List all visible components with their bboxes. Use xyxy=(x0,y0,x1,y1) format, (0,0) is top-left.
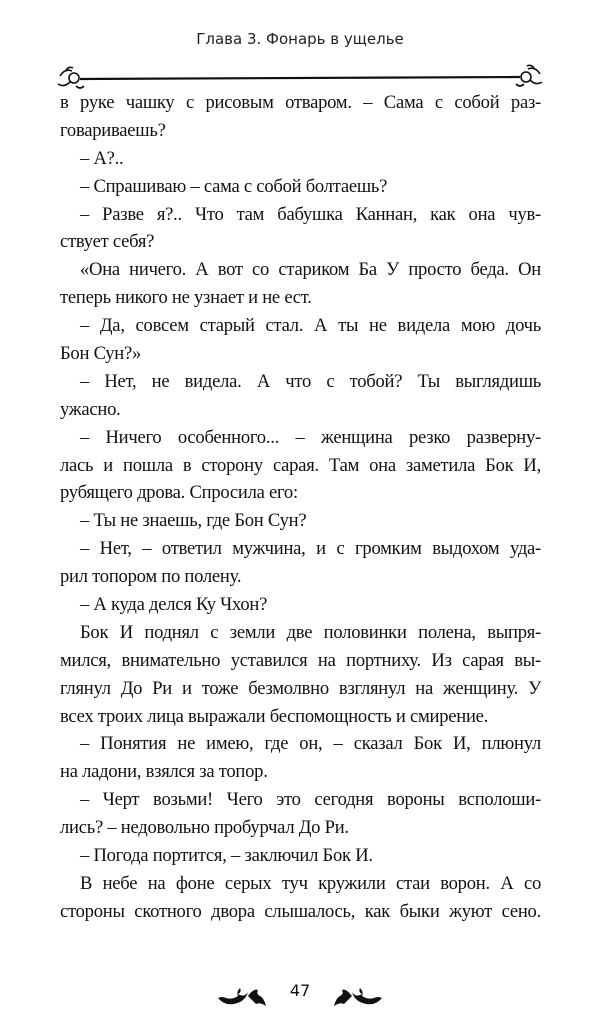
text-line: – Спрашиваю – сама с собой болтаешь? xyxy=(80,175,388,197)
text-line: – Нет, – ответил мужчина, и с громким выдохом уда- xyxy=(80,538,541,560)
page-footer xyxy=(0,978,600,1012)
text-line: в руке чашку с рисовым отваром. – Сама с собой раз- xyxy=(60,92,541,113)
text-line: – Да, совсем старый стал. А ты не видела мою дочь xyxy=(80,315,541,337)
text-line: лись? – недовольно пробурчал До Ри. xyxy=(60,817,349,839)
text-line: ствует себя? xyxy=(60,231,155,253)
text-line: Бон Сун?» xyxy=(60,343,142,365)
body-text xyxy=(60,89,541,926)
text-line: – А куда делся Ку Чхон? xyxy=(80,594,268,616)
text-line: – Ничего особенного... – женщина резко разверну- xyxy=(80,426,541,448)
text-line: – Погода портится, – заключил Бок И. xyxy=(80,845,373,867)
flourish-right-icon xyxy=(516,65,542,86)
running-header: Глава 3. Фонарь в ущелье xyxy=(196,30,404,48)
text-line: теперь никого не узнает и не ест. xyxy=(60,287,312,309)
text-line: ужасно. xyxy=(60,398,121,420)
text-line: – Черт возьми! Чего это сегодня вороны всполоши- xyxy=(80,789,541,811)
text-line: стороны скотного двора слышалось, как быки жуют сено. xyxy=(60,900,541,922)
text-line: говариваешь? xyxy=(60,119,166,141)
text-line: – Понятия не имею, где он, – сказал Бок И, плюнул xyxy=(80,733,541,755)
text-line: рил топором по полену. xyxy=(60,566,242,588)
text-line: – Нет, не видела. А что с тобой? Ты выглядишь xyxy=(80,370,541,392)
text-line: – А?.. xyxy=(80,147,124,169)
flourish-left-icon xyxy=(58,67,84,88)
text-line: рубящего дрова. Спросила его: xyxy=(60,482,298,504)
ornamental-divider xyxy=(50,62,550,92)
text-line: мился, внимательно уставился на портниху. Из сарая вы- xyxy=(60,649,541,671)
text-line: В небе на фоне серых туч кружили стаи ворон. А со xyxy=(80,872,541,894)
flourish-right-icon xyxy=(332,986,384,1008)
text-line: Бок И поднял с земли две половинки полена, выпря- xyxy=(80,621,541,643)
text-line: «Она ничего. А вот со стариком Ба У просто беда. Он xyxy=(80,259,541,281)
text-line: – Разве я?.. Что там бабушка Каннан, как она чув- xyxy=(80,203,541,225)
text-line: лась и пошла в сторону сарая. Там она заметила Бок И, xyxy=(60,454,541,476)
text-line: всех троих лица выражали беспомощность и смирение. xyxy=(60,705,489,727)
text-line: – Ты не знаешь, где Бон Сун? xyxy=(80,510,307,532)
text-line: глянул До Ри и тоже безмолвно взглянул на женщину. У xyxy=(60,677,541,699)
page-number: 47 xyxy=(289,981,311,1000)
text-line: на ладони, взялся за топор. xyxy=(60,761,268,783)
